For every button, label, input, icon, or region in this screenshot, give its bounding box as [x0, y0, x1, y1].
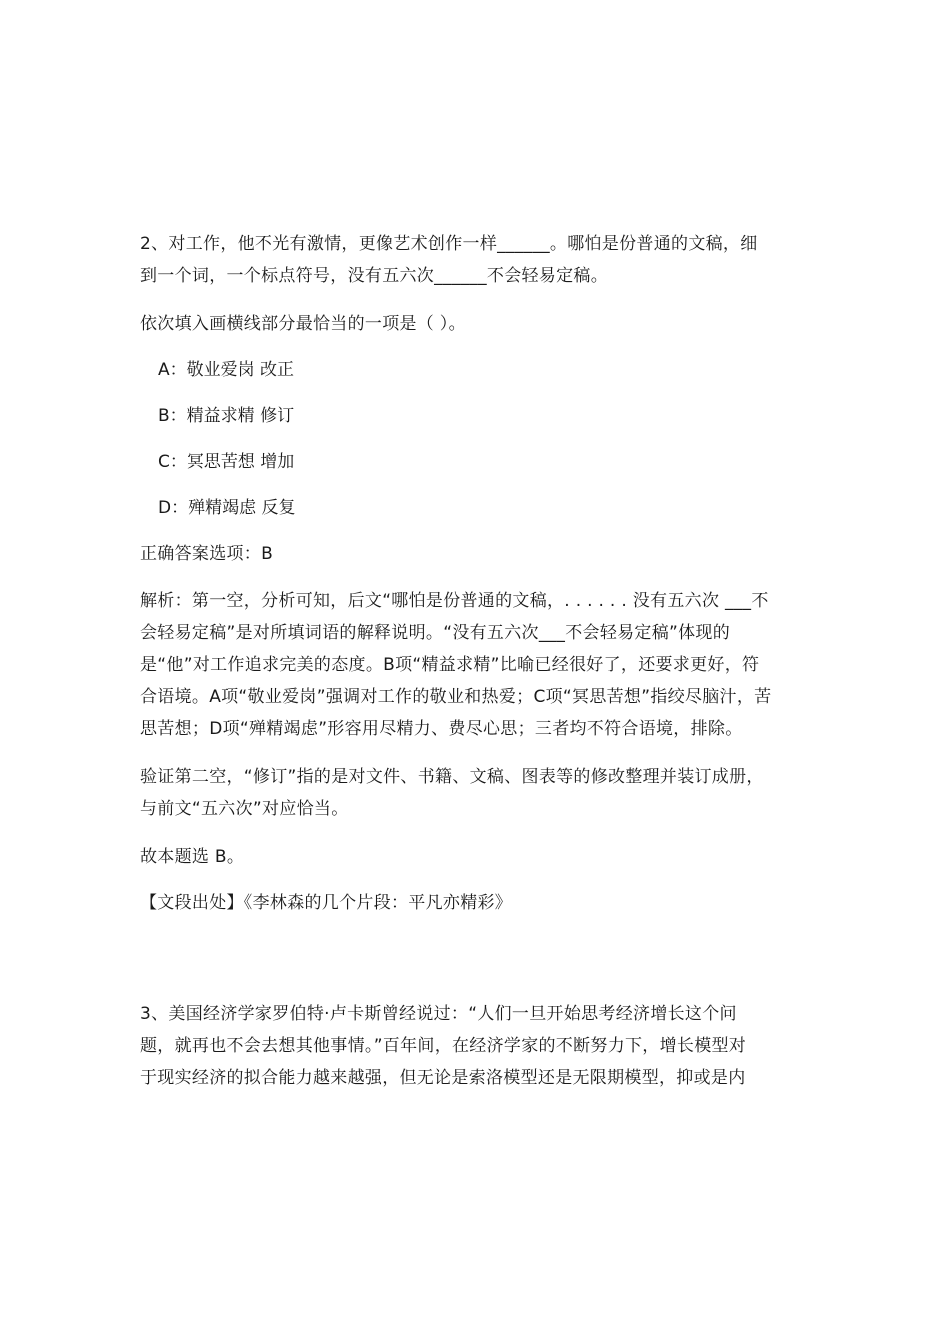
analysis-line-2: 会轻易定稿”是对所填词语的解释说明。“没有五六次___不会轻易定稿”体现的: [140, 623, 731, 643]
analysis-line-4: 合语境。A项“敬业爱岗”强调对工作的敬业和热爱；C项“冥思苦想”指绞尽脑汁，苦: [140, 687, 772, 707]
option-d: D：殚精竭虑 反复: [158, 498, 296, 518]
question-2-stem: [140, 228, 810, 292]
question-3-stem-line-3: 于现实经济的拟合能力越来越强，但无论是索洛模型还是无限期模型，抑或是内: [140, 1068, 746, 1088]
option-b: B：精益求精 修订: [158, 406, 295, 426]
correct-answer: 正确答案选项：B: [140, 544, 274, 564]
verification-line-2: 与前文“五六次”对应恰当。: [140, 799, 349, 819]
verification: [140, 761, 810, 825]
option-c: C：冥思苦想 增加: [158, 452, 295, 472]
analysis-line-3: 是“他”对工作追求完美的态度。B项“精益求精”比喻已经很好了，还要求更好，符: [140, 655, 760, 675]
conclusion: 故本题选 B。: [140, 847, 245, 867]
question-2-stem-line-2: 到一个词，一个标点符号，没有五六次______不会轻易定稿。: [140, 266, 608, 286]
analysis: [140, 585, 810, 745]
option-a: A：敬业爱岗 改正: [158, 360, 295, 380]
question-3-stem: [140, 998, 810, 1094]
passage-source: 【文段出处】《李林森的几个片段：平凡亦精彩》: [140, 893, 513, 913]
question-3-stem-line-1: 3、美国经济学家罗伯特·卢卡斯曾经说过：“人们一旦开始思考经济增长这个问: [140, 1004, 737, 1024]
analysis-line-5: 思苦想；D项“殚精竭虑”形容用尽精力、费尽心思；三者均不符合语境，排除。: [140, 719, 743, 739]
question-2-prompt: 依次填入画横线部分最恰当的一项是（ ）。: [140, 314, 466, 334]
analysis-line-1: 解析：第一空，分析可知，后文“哪怕是份普通的文稿，. . . . . . 没有五六次 ___不: [140, 591, 769, 611]
question-3-stem-line-2: 题，就再也不会去想其他事情。”百年间，在经济学家的不断努力下，增长模型对: [140, 1036, 747, 1056]
question-2-stem-line-1: 2、对工作，他不光有激情，更像艺术创作一样______。哪怕是份普通的文稿，细: [140, 234, 758, 254]
verification-line-1: 验证第二空，“修订”指的是对文件、书籍、文稿、图表等的修改整理并装订成册，: [140, 767, 764, 787]
